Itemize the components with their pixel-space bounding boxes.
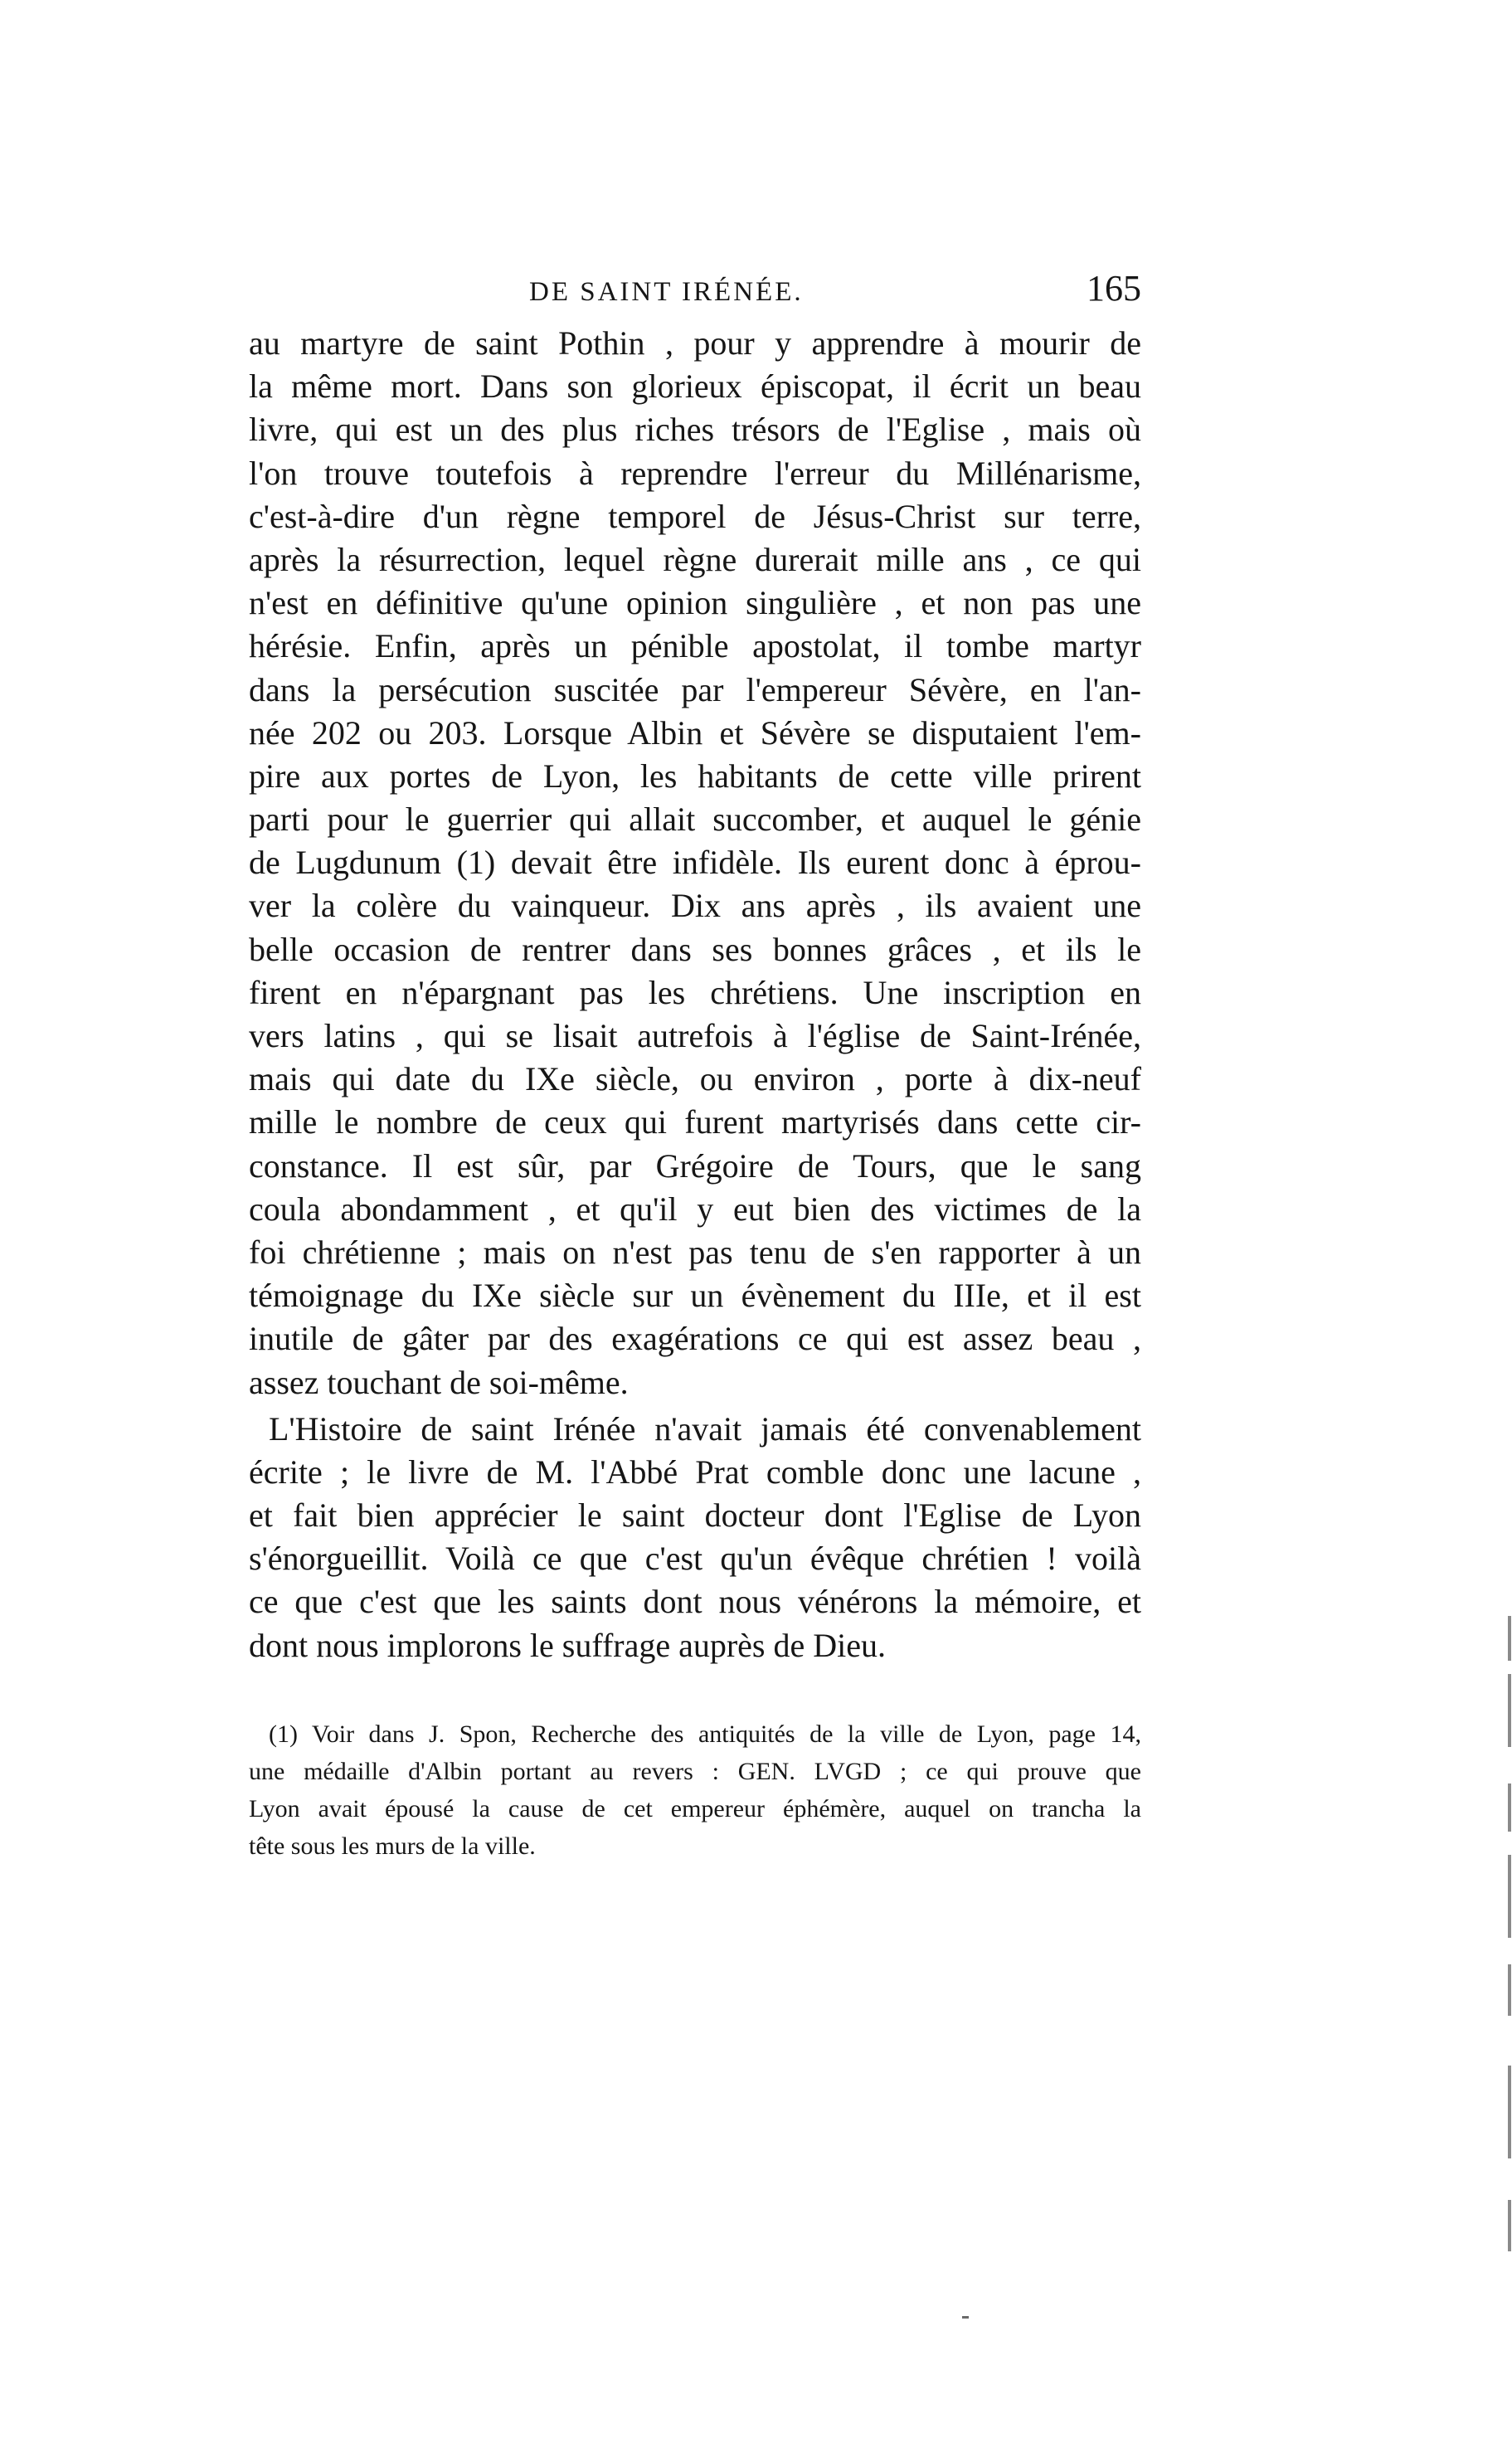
text-line: ce que c'est que les saints dont nous vénérons la mémoire, et [249, 1583, 1141, 1621]
scan-edge-mark [1508, 1964, 1511, 2016]
text-line: dans la persécution suscitée par l'empereur Sévère, en l'an- [249, 670, 1141, 708]
text-line: née 202 ou 203. Lorsque Albin et Sévère se disputaient l'em- [249, 713, 1141, 752]
text-line: s'énorgueillit. Voilà ce que c'est qu'un évêque chrétien ! voilà [249, 1540, 1141, 1578]
text-line: écrite ; le livre de M. l'Abbé Prat comble donc une lacune , [249, 1453, 1141, 1491]
text-line: de Lugdunum (1) devait être infidèle. Ils eurent donc à éprou- [249, 844, 1141, 882]
text-line: mais qui date du IXe siècle, ou environ , porte à dix-neuf [249, 1060, 1141, 1098]
scan-edge-mark [1508, 1616, 1511, 1661]
text-line: firent en n'épargnant pas les chrétiens. Une inscription en [249, 973, 1141, 1011]
text-line: la même mort. Dans son glorieux épiscopat, il écrit un beau [249, 367, 1141, 406]
text-line: vers latins , qui se lisait autrefois à l'église de Saint-Irénée, [249, 1017, 1141, 1054]
text-line: témoignage du IXe siècle sur un évènement du IIIe, et il est [249, 1277, 1141, 1315]
text-line: dont nous implorons le suffrage auprès de Dieu. [249, 1626, 886, 1664]
text-line: belle occasion de rentrer dans ses bonnes grâces , et ils le [249, 930, 1141, 968]
running-title: DE SAINT IRÉNÉE. [529, 277, 804, 307]
text-line: parti pour le guerrier qui allait succomber, et auquel le génie [249, 801, 1141, 839]
scan-edge-mark [1508, 1674, 1511, 1747]
text-line: l'on trouve toutefois à reprendre l'erreur du Millénarisme, [249, 454, 1141, 492]
scan-speck [962, 2316, 969, 2319]
footnote-line: Lyon avait épousé la cause de cet empereur éphémère, auquel on trancha la [249, 1795, 1141, 1822]
text-line: après la résurrection, lequel règne durerait mille ans , ce qui [249, 540, 1141, 578]
scan-edge-mark [1508, 2200, 1511, 2251]
text-line: L'Histoire de saint Irénée n'avait jamais été convenablement [269, 1409, 1141, 1448]
text-line: pire aux portes de Lyon, les habitants de cette ville prirent [249, 757, 1141, 795]
text-line: hérésie. Enfin, après un pénible apostolat, il tombe martyr [249, 627, 1141, 665]
text-line: assez touchant de soi-même. [249, 1363, 629, 1401]
text-line: au martyre de saint Pothin , pour y apprendre à mourir de [249, 324, 1141, 362]
running-head [249, 267, 1141, 317]
footnotes [249, 1715, 1141, 1865]
page-number: 165 [1087, 268, 1141, 309]
scan-edge-mark [1508, 1855, 1511, 1938]
scan-edge-mark [1508, 2066, 1511, 2158]
text-line: et fait bien apprécier le saint docteur dont l'Eglise de Lyon [249, 1496, 1141, 1535]
text-line: coula abondamment , et qu'il y eut bien des victimes de la [249, 1190, 1141, 1228]
scan-edge-mark [1508, 1783, 1511, 1832]
text-line: n'est en définitive qu'une opinion singulière , et non pas une [249, 584, 1141, 622]
footnote-line: une médaille d'Albin portant au revers : GEN. LVGD ; ce qui prouve que [249, 1758, 1141, 1785]
text-line: inutile de gâter par des exagérations ce qui est assez beau , [249, 1320, 1141, 1358]
text-line: c'est-à-dire d'un règne temporel de Jésus-Christ sur terre, [249, 497, 1141, 535]
text-line: ver la colère du vainqueur. Dix ans après , ils avaient une [249, 887, 1141, 925]
footnote-line: tête sous les murs de la ville. [249, 1832, 536, 1860]
text-line: foi chrétienne ; mais on n'est pas tenu de s'en rapporter à un [249, 1233, 1141, 1271]
footnote-line: (1) Voir dans J. Spon, Recherche des antiquités de la ville de Lyon, page 14, [269, 1720, 1141, 1748]
main-text [249, 322, 1141, 1667]
text-line: mille le nombre de ceux qui furent martyrisés dans cette cir- [249, 1103, 1141, 1141]
text-line: constance. Il est sûr, par Grégoire de Tours, que le sang [249, 1146, 1141, 1185]
text-line: livre, qui est un des plus riches trésors de l'Eglise , mais où [249, 411, 1141, 449]
